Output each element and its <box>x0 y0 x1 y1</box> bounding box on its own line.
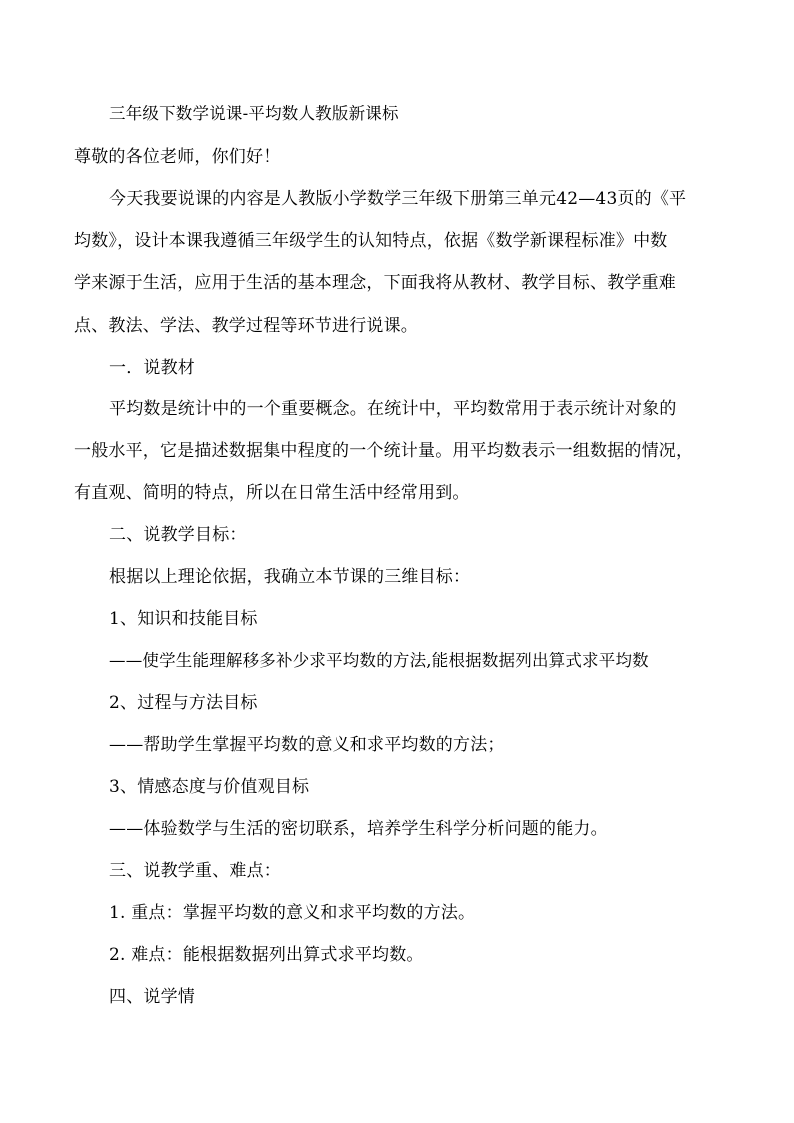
intro-line: 今天我要说课的内容是人教版小学数学三年级下册第三单元42—43页的《平 <box>109 189 687 209</box>
section-heading-goals: 二、说教学目标： <box>109 525 247 545</box>
intro-line: 点、教法、学法、教学过程等环节进行说课。 <box>74 316 418 336</box>
goal-description: ——使学生能理解移多补少求平均数的方法,能根据数据列出算式求平均数 <box>109 651 649 670</box>
goal-title: 3、情感态度与价值观目标 <box>109 777 310 797</box>
key-point: 2. 难点：能根据数据列出算式求平均数。 <box>109 945 424 965</box>
textbook-line: 有直观、简明的特点，所以在日常生活中经常用到。 <box>74 483 470 503</box>
goal-title: 1、知识和技能目标 <box>109 609 258 629</box>
section-heading-learners: 四、说学情 <box>109 987 195 1007</box>
textbook-line: 一般水平，它是描述数据集中程度的一个统计量。用平均数表示一组数据的情况， <box>74 441 694 461</box>
section-heading-textbook: 一．说教材 <box>109 358 195 378</box>
greeting: 尊敬的各位老师，你们好！ <box>74 147 281 167</box>
goal-title: 2、过程与方法目标 <box>109 693 258 713</box>
key-point: 1. 重点：掌握平均数的意义和求平均数的方法。 <box>109 903 476 923</box>
intro-line: 学来源于生活，应用于生活的基本理念，下面我将从教材、教学目标、教学重难 <box>74 273 676 293</box>
intro-line: 均数》，设计本课我遵循三年级学生的认知特点，依据《数学新课程标准》中数 <box>74 231 668 251</box>
section-heading-key-points: 三、说教学重、难点： <box>109 861 281 881</box>
goal-description: ——帮助学生掌握平均数的意义和求平均数的方法； <box>109 735 505 755</box>
goals-intro: 根据以上理论依据，我确立本节课的三维目标： <box>109 567 471 587</box>
document-title: 三年级下数学说课-平均数人教版新课标 <box>109 104 399 123</box>
goal-description: ——体验数学与生活的密切联系，培养学生科学分析问题的能力。 <box>109 819 608 839</box>
textbook-line: 平均数是统计中的一个重要概念。在统计中，平均数常用于表示统计对象的 <box>109 399 677 419</box>
